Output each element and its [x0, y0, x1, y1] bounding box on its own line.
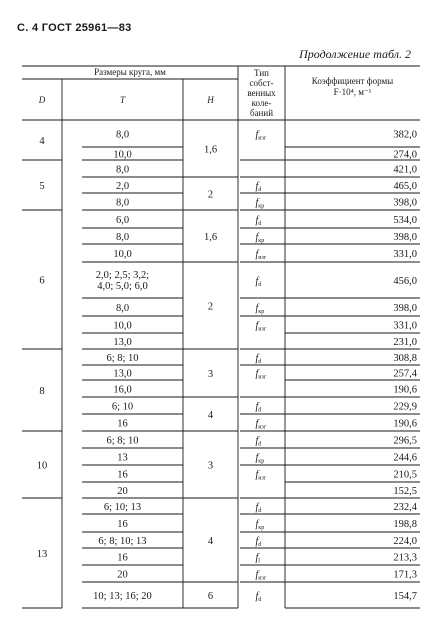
cell-t: 8,0 — [115, 129, 130, 141]
header-col-type-line: Тип — [254, 68, 269, 78]
cell-t: 6; 10; 13 — [103, 502, 142, 513]
cell-f: 331,0 — [393, 320, 417, 332]
cell-f: 231,0 — [393, 337, 417, 348]
cell-f: 382,0 — [393, 129, 417, 141]
cell-f: 398,0 — [393, 232, 417, 243]
cell-type: $f_d$ — [255, 353, 262, 365]
cell-t: 10,0 — [113, 249, 132, 260]
cell-t: 8,0 — [115, 232, 130, 243]
cell-type: $f_{кр}$ — [255, 519, 265, 531]
header-col-coef-line: F·10⁴, м⁻¹ — [333, 87, 372, 97]
cell-f: 171,3 — [393, 569, 417, 581]
header-col-coef-line: Коэффициент формы — [311, 76, 394, 86]
cell-t: 6,0 — [115, 215, 130, 226]
cell-type: $f_d$ — [255, 181, 262, 193]
cell-type: $f_d$ — [255, 215, 262, 227]
cell-t: 2,0 — [115, 181, 130, 192]
cell-type: $f_{кр}$ — [255, 303, 265, 315]
cell-h: 2 — [207, 189, 214, 201]
cell-t: 6; 8; 10 — [106, 435, 139, 447]
cell-type: $f_{изг}$ — [255, 418, 267, 431]
cell-t: 20 — [117, 569, 128, 581]
cell-type: $f_d$ — [255, 276, 262, 288]
cell-f: 190,6 — [393, 384, 417, 396]
cell-t: 6; 10 — [111, 401, 134, 413]
cell-h: 4 — [207, 410, 214, 421]
cell-f: 190,6 — [393, 418, 417, 430]
cell-f: 465,0 — [393, 181, 417, 192]
cell-f: 296,5 — [393, 435, 417, 447]
header-col-type-line: коле- — [251, 98, 272, 108]
cell-t: 10,0 — [113, 320, 132, 332]
cell-t: 13,0 — [113, 337, 132, 348]
cell-t: 16 — [117, 519, 128, 530]
cell-type: $f_l$ — [255, 552, 260, 565]
cell-type: $f_{изг}$ — [255, 569, 267, 582]
cell-t: 6; 8; 10 — [106, 353, 139, 364]
cell-t: 4,0; 5,0; 6,0 — [97, 281, 148, 292]
cell-h: 4 — [207, 536, 214, 547]
cell-t: 8,0 — [115, 197, 130, 209]
cell-type: $f_{изг}$ — [255, 320, 267, 333]
cell-d: 4 — [39, 136, 45, 147]
cell-type: $f_{изг}$ — [255, 249, 267, 261]
cell-t: 8,0 — [115, 303, 130, 314]
cell-type: $f_{изг}$ — [255, 469, 267, 482]
cell-h: 6 — [207, 591, 214, 602]
cell-type: $f_d$ — [255, 536, 262, 548]
cell-h: 3 — [207, 369, 214, 380]
cell-f: 257,4 — [393, 368, 417, 380]
header-col-d: D — [38, 95, 46, 105]
header-col-t: T — [119, 95, 126, 105]
cell-h: 1,6 — [203, 144, 218, 156]
cell-f: 210,5 — [393, 469, 417, 481]
cell-t: 8,0 — [115, 164, 130, 176]
cell-h: 3 — [207, 460, 214, 472]
cell-f: 244,6 — [393, 452, 417, 464]
cell-t: 16 — [117, 418, 128, 430]
cell-f: 398,0 — [393, 303, 417, 314]
cell-t: 16 — [117, 469, 128, 481]
cell-f: 331,0 — [393, 249, 417, 260]
cell-f: 456,0 — [393, 276, 417, 287]
cell-t: 16 — [117, 552, 128, 564]
cell-type: $f_{кр}$ — [255, 232, 265, 244]
cell-f: 198,8 — [393, 519, 417, 530]
cell-f: 154,7 — [393, 591, 417, 602]
cell-f: 308,8 — [393, 353, 417, 364]
cell-d: 8 — [39, 386, 45, 397]
table-continuation-caption: Продолжение табл. 2 — [299, 47, 411, 61]
cell-type: $f_{изг}$ — [255, 129, 267, 142]
cell-f: 152,5 — [393, 486, 417, 497]
cell-t: 10,0 — [113, 149, 132, 161]
cell-t: 16,0 — [113, 384, 132, 396]
cell-f: 274,0 — [393, 149, 417, 161]
cell-type: $f_d$ — [255, 591, 262, 603]
cell-f: 421,0 — [393, 164, 417, 176]
header-col-h: H — [207, 95, 214, 105]
cell-d: 6 — [39, 275, 45, 287]
header-col-type-line: собст- — [249, 78, 274, 88]
header-col-type-line: баний — [249, 108, 274, 118]
cell-type: $f_{кр}$ — [255, 197, 265, 210]
cell-f: 229,9 — [393, 401, 417, 413]
cell-f: 232,4 — [393, 502, 417, 513]
cell-f: 534,0 — [393, 215, 417, 226]
cell-f: 224,0 — [393, 536, 417, 547]
header-col-type-line: венных — [247, 88, 276, 98]
cell-d: 10 — [36, 460, 48, 472]
header-group-label: Размеры круга, мм — [94, 67, 166, 77]
page-header: С. 4 ГОСТ 25961—83 — [17, 22, 132, 34]
cell-h: 1,6 — [203, 232, 218, 243]
cell-type: $f_d$ — [255, 435, 262, 448]
cell-h: 2 — [207, 301, 214, 313]
cell-t: 10; 13; 16; 20 — [93, 591, 152, 602]
cell-f: 398,0 — [393, 197, 417, 209]
cell-t: 2,0; 2,5; 3,2; — [95, 270, 150, 281]
cell-type: $f_{кр}$ — [255, 452, 265, 465]
cell-d: 13 — [36, 549, 48, 560]
cell-f: 213,3 — [393, 552, 417, 564]
cell-t: 20 — [117, 486, 128, 497]
cell-t: 13 — [117, 452, 128, 464]
cell-d: 5 — [39, 181, 45, 192]
cell-t: 13,0 — [113, 368, 132, 380]
cell-t: 6; 8; 10; 13 — [98, 536, 147, 547]
cell-type: $f_d$ — [255, 401, 262, 414]
cell-type: $f_{изг}$ — [255, 368, 267, 381]
cell-type: $f_d$ — [255, 502, 262, 514]
